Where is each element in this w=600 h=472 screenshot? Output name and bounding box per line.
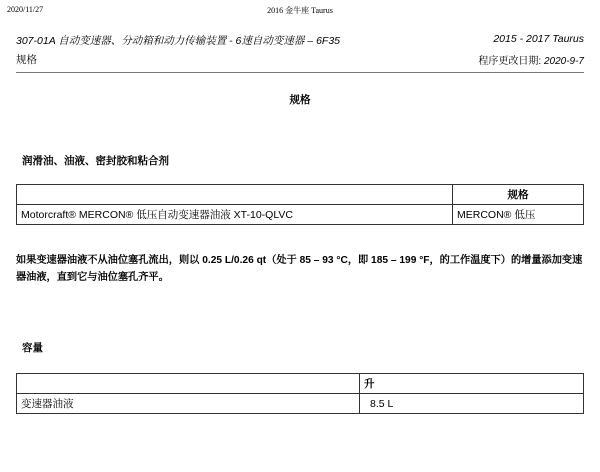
print-title: 2016 金牛座 Taurus (267, 6, 333, 15)
capacity-heading: 容量 (22, 342, 43, 354)
table-header-row (17, 185, 584, 205)
table-header-cell (17, 185, 453, 205)
table-cell: 变速器油液 (17, 394, 360, 414)
document-header (16, 33, 584, 73)
capacity-table (16, 373, 584, 414)
fluid-fill-note: 如果变速器油液不从油位塞孔流出，则以 0.25 L/0.26 qt（处于 85 – 93 °C，即 185 – 199 °F，的工作温度下）的增量添加变速器油液，直到它与油位塞孔齐平。 (16, 255, 583, 283)
table-header-cell (17, 374, 360, 394)
table-cell: Motorcraft® MERCON® 低压自动变速器油液 XT-10-QLVC (17, 205, 453, 225)
page-title: 规格 (289, 94, 311, 106)
lubricants-heading: 润滑油、油液、密封胶和粘合剂 (22, 155, 169, 167)
revision-info (478, 52, 584, 67)
print-header (0, 5, 600, 17)
table-cell: MERCON® 低压 (453, 205, 584, 225)
table-header-cell: 规格 (453, 185, 584, 205)
section-subtitle: 规格 (16, 54, 37, 66)
table-header-row (17, 374, 584, 394)
table-row (17, 394, 584, 414)
lubricants-table (16, 184, 584, 225)
model-years: 2015 - 2017 Taurus (493, 33, 584, 45)
revision-date: 2020-9-7 (543, 56, 584, 67)
revision-label: 程序更改日期: (478, 56, 544, 67)
table-cell: 8.5 L (360, 394, 584, 414)
section-title: 307-01A 自动变速器、分动箱和动力传输装置 - 6速自动变速器 – 6F35 (16, 35, 341, 47)
print-date: 2020/11/27 (7, 5, 44, 14)
table-row (17, 205, 584, 225)
header-divider (16, 72, 584, 73)
table-header-cell: 升 (360, 374, 584, 394)
